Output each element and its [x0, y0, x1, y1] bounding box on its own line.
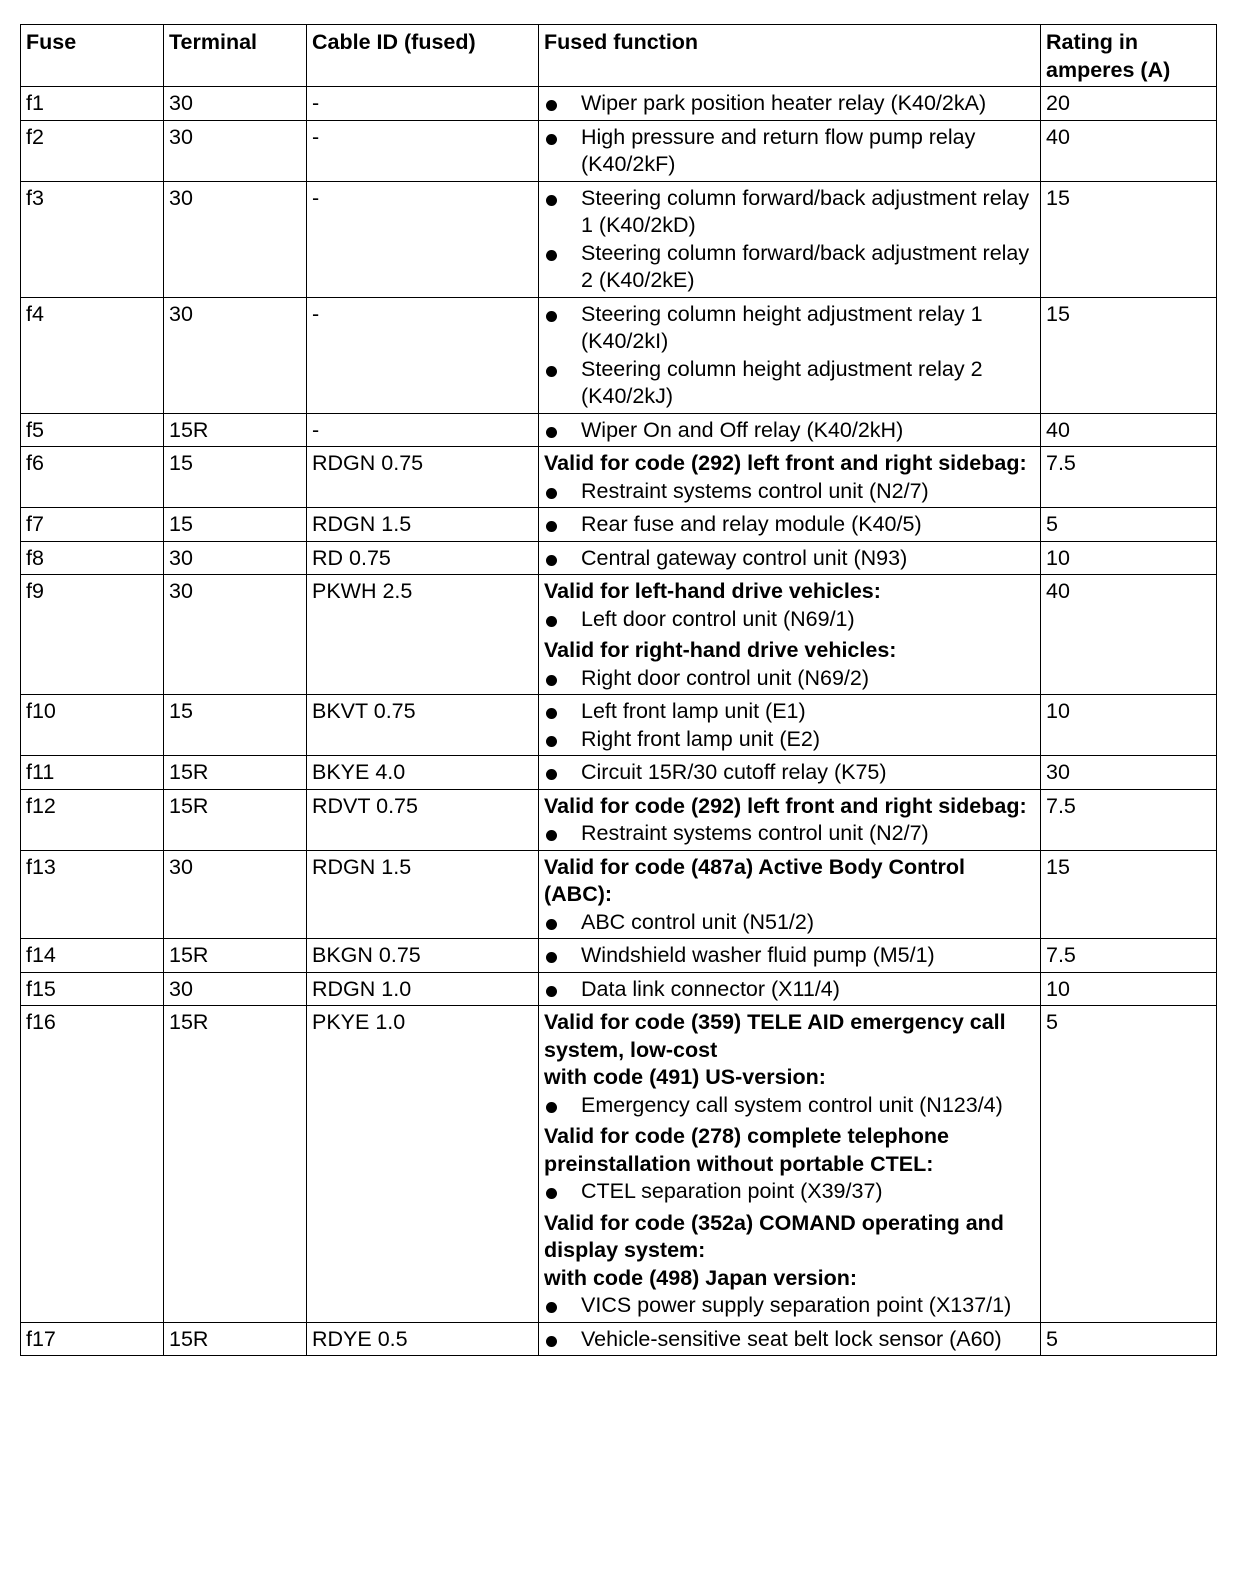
validity-heading: Valid for code (359) TELE AID emergency call system, low-cost — [544, 1010, 1006, 1062]
bullet-item: Left front lamp unit (E1) — [544, 698, 1035, 726]
fuse-cell: f15 — [21, 972, 164, 1006]
function-group — [544, 511, 1035, 539]
validity-heading: Valid for code (352a) COMAND operating and display system: — [544, 1210, 1004, 1262]
header-row — [21, 25, 1217, 87]
rating-cell: 40 — [1041, 120, 1217, 181]
table-row — [21, 120, 1217, 181]
rating-cell: 5 — [1041, 1322, 1217, 1356]
terminal-cell: 30 — [164, 575, 307, 695]
fused-function-cell — [539, 447, 1041, 508]
rating-cell: 40 — [1041, 575, 1217, 695]
validity-heading: with code (498) Japan version: — [544, 1265, 858, 1290]
terminal-cell: 30 — [164, 87, 307, 121]
rating-cell: 7.5 — [1041, 939, 1217, 973]
terminal-cell: 15R — [164, 1006, 307, 1323]
fused-function-cell — [539, 939, 1041, 973]
bullet-item: Wiper park position heater relay (K40/2kA) — [544, 90, 1035, 118]
function-group — [544, 698, 1035, 753]
header-rating: Rating in amperes (A) — [1041, 25, 1217, 87]
terminal-cell: 30 — [164, 120, 307, 181]
bullet-item: Rear fuse and relay module (K40/5) — [544, 511, 1035, 539]
fused-function-cell — [539, 695, 1041, 756]
fuse-cell: f16 — [21, 1006, 164, 1323]
bullet-item: VICS power supply separation point (X137/1) — [544, 1292, 1035, 1320]
cable-id-cell: RDGN 0.75 — [307, 447, 539, 508]
terminal-cell: 15 — [164, 695, 307, 756]
fused-function-cell — [539, 297, 1041, 413]
function-group — [544, 124, 1035, 179]
rating-cell: 15 — [1041, 297, 1217, 413]
cable-id-cell: RDYE 0.5 — [307, 1322, 539, 1356]
bullet-item: ABC control unit (N51/2) — [544, 909, 1035, 937]
cable-id-cell: BKYE 4.0 — [307, 756, 539, 790]
table-row — [21, 447, 1217, 508]
fuse-cell: f8 — [21, 541, 164, 575]
terminal-cell: 15R — [164, 939, 307, 973]
function-group — [544, 793, 1035, 848]
fuse-cell: f7 — [21, 508, 164, 542]
fused-function-cell — [539, 87, 1041, 121]
validity-heading: Valid for code (278) complete telephone preinstallation without portable CTEL: — [544, 1124, 950, 1176]
terminal-cell: 30 — [164, 850, 307, 939]
terminal-cell: 15R — [164, 789, 307, 850]
table-row — [21, 508, 1217, 542]
bullet-item: Circuit 15R/30 cutoff relay (K75) — [544, 759, 1035, 787]
cable-id-cell: - — [307, 87, 539, 121]
rating-cell: 40 — [1041, 413, 1217, 447]
table-row — [21, 413, 1217, 447]
rating-cell: 10 — [1041, 541, 1217, 575]
terminal-cell: 30 — [164, 541, 307, 575]
fused-function-cell — [539, 575, 1041, 695]
fused-function-cell — [539, 850, 1041, 939]
cable-id-cell: PKYE 1.0 — [307, 1006, 539, 1323]
fuse-cell: f5 — [21, 413, 164, 447]
terminal-cell: 30 — [164, 972, 307, 1006]
table-row — [21, 1006, 1217, 1323]
cable-id-cell: BKVT 0.75 — [307, 695, 539, 756]
validity-heading: Valid for code (487a) Active Body Control (ABC): — [544, 854, 965, 906]
table-row — [21, 87, 1217, 121]
fuse-cell: f11 — [21, 756, 164, 790]
rating-cell: 15 — [1041, 181, 1217, 297]
rating-cell: 30 — [1041, 756, 1217, 790]
function-group — [544, 1009, 1035, 1119]
function-group — [544, 854, 1035, 937]
bullet-item: Left door control unit (N69/1) — [544, 606, 1035, 634]
rating-cell: 5 — [1041, 508, 1217, 542]
cable-id-cell: - — [307, 120, 539, 181]
rating-cell: 7.5 — [1041, 789, 1217, 850]
fuse-cell: f4 — [21, 297, 164, 413]
function-group — [544, 1210, 1035, 1320]
validity-heading: Valid for code (292) left front and right sidebag: — [544, 793, 1027, 818]
function-group — [544, 1326, 1035, 1354]
fuse-cell: f1 — [21, 87, 164, 121]
terminal-cell: 30 — [164, 297, 307, 413]
bullet-item: Restraint systems control unit (N2/7) — [544, 478, 1035, 506]
table-row — [21, 756, 1217, 790]
fuse-cell: f10 — [21, 695, 164, 756]
validity-heading: Valid for left-hand drive vehicles: — [544, 579, 881, 603]
fused-function-cell — [539, 972, 1041, 1006]
table-row — [21, 1322, 1217, 1356]
fuse-cell: f13 — [21, 850, 164, 939]
cable-id-cell: RDVT 0.75 — [307, 789, 539, 850]
fused-function-cell — [539, 181, 1041, 297]
bullet-item: Steering column height adjustment relay 1 (K40/2kI) — [544, 301, 1035, 356]
bullet-item: Central gateway control unit (N93) — [544, 545, 1035, 573]
cable-id-cell: BKGN 0.75 — [307, 939, 539, 973]
function-group — [544, 1123, 1035, 1206]
rating-cell: 10 — [1041, 972, 1217, 1006]
fuse-cell: f9 — [21, 575, 164, 695]
table-row — [21, 850, 1217, 939]
cable-id-cell: - — [307, 297, 539, 413]
function-group — [544, 976, 1035, 1004]
header-fuse: Fuse — [21, 25, 164, 87]
bullet-item: Right front lamp unit (E2) — [544, 726, 1035, 754]
header-fused-function: Fused function — [539, 25, 1041, 87]
validity-heading: Valid for right-hand drive vehicles: — [544, 638, 897, 662]
fused-function-cell — [539, 1322, 1041, 1356]
fuse-cell: f12 — [21, 789, 164, 850]
bullet-item: Vehicle-sensitive seat belt lock sensor (A60) — [544, 1326, 1035, 1354]
function-group — [544, 759, 1035, 787]
terminal-cell: 15 — [164, 447, 307, 508]
fuse-cell: f3 — [21, 181, 164, 297]
rating-cell: 5 — [1041, 1006, 1217, 1323]
terminal-cell: 15R — [164, 756, 307, 790]
fuse-cell: f2 — [21, 120, 164, 181]
function-group — [544, 578, 1035, 633]
bullet-item: Windshield washer fluid pump (M5/1) — [544, 942, 1035, 970]
function-group — [544, 545, 1035, 573]
rating-cell: 10 — [1041, 695, 1217, 756]
fused-function-cell — [539, 789, 1041, 850]
fused-function-cell — [539, 413, 1041, 447]
function-group — [544, 417, 1035, 445]
header-terminal: Terminal — [164, 25, 307, 87]
table-row — [21, 789, 1217, 850]
bullet-item: Right door control unit (N69/2) — [544, 665, 1035, 693]
cable-id-cell: RDGN 1.5 — [307, 508, 539, 542]
function-group — [544, 90, 1035, 118]
table-row — [21, 972, 1217, 1006]
bullet-item: Restraint systems control unit (N2/7) — [544, 820, 1035, 848]
cable-id-cell: RD 0.75 — [307, 541, 539, 575]
table-body — [21, 87, 1217, 1356]
cable-id-cell: - — [307, 413, 539, 447]
bullet-item: Steering column height adjustment relay 2 (K40/2kJ) — [544, 356, 1035, 411]
bullet-item: Steering column forward/back adjustment relay 2 (K40/2kE) — [544, 240, 1035, 295]
validity-heading: Valid for code (292) left front and right sidebag: — [544, 451, 1027, 475]
table-row — [21, 575, 1217, 695]
cable-id-cell: PKWH 2.5 — [307, 575, 539, 695]
function-group — [544, 185, 1035, 295]
cable-id-cell: RDGN 1.0 — [307, 972, 539, 1006]
table-row — [21, 541, 1217, 575]
fused-function-cell — [539, 756, 1041, 790]
bullet-item: Emergency call system control unit (N123/4) — [544, 1092, 1035, 1120]
function-group — [544, 301, 1035, 411]
function-group — [544, 942, 1035, 970]
cable-id-cell: RDGN 1.5 — [307, 850, 539, 939]
fused-function-cell — [539, 1006, 1041, 1323]
terminal-cell: 15R — [164, 1322, 307, 1356]
table-row — [21, 939, 1217, 973]
fuse-table — [20, 24, 1217, 1356]
fuse-cell: f17 — [21, 1322, 164, 1356]
bullet-item: High pressure and return flow pump relay (K40/2kF) — [544, 124, 1035, 179]
bullet-item: Wiper On and Off relay (K40/2kH) — [544, 417, 1035, 445]
terminal-cell: 15R — [164, 413, 307, 447]
fuse-cell: f6 — [21, 447, 164, 508]
cable-id-cell: - — [307, 181, 539, 297]
header-cable-id: Cable ID (fused) — [307, 25, 539, 87]
validity-heading: with code (491) US-version: — [544, 1065, 826, 1089]
table-row — [21, 181, 1217, 297]
rating-cell: 7.5 — [1041, 447, 1217, 508]
fused-function-cell — [539, 508, 1041, 542]
function-group — [544, 637, 1035, 692]
table-row — [21, 297, 1217, 413]
rating-cell: 20 — [1041, 87, 1217, 121]
bullet-item: Data link connector (X11/4) — [544, 976, 1035, 1004]
table-row — [21, 695, 1217, 756]
function-group — [544, 450, 1035, 505]
bullet-item: CTEL separation point (X39/37) — [544, 1178, 1035, 1206]
terminal-cell: 30 — [164, 181, 307, 297]
fuse-cell: f14 — [21, 939, 164, 973]
fused-function-cell — [539, 541, 1041, 575]
rating-cell: 15 — [1041, 850, 1217, 939]
terminal-cell: 15 — [164, 508, 307, 542]
bullet-item: Steering column forward/back adjustment relay 1 (K40/2kD) — [544, 185, 1035, 240]
fused-function-cell — [539, 120, 1041, 181]
